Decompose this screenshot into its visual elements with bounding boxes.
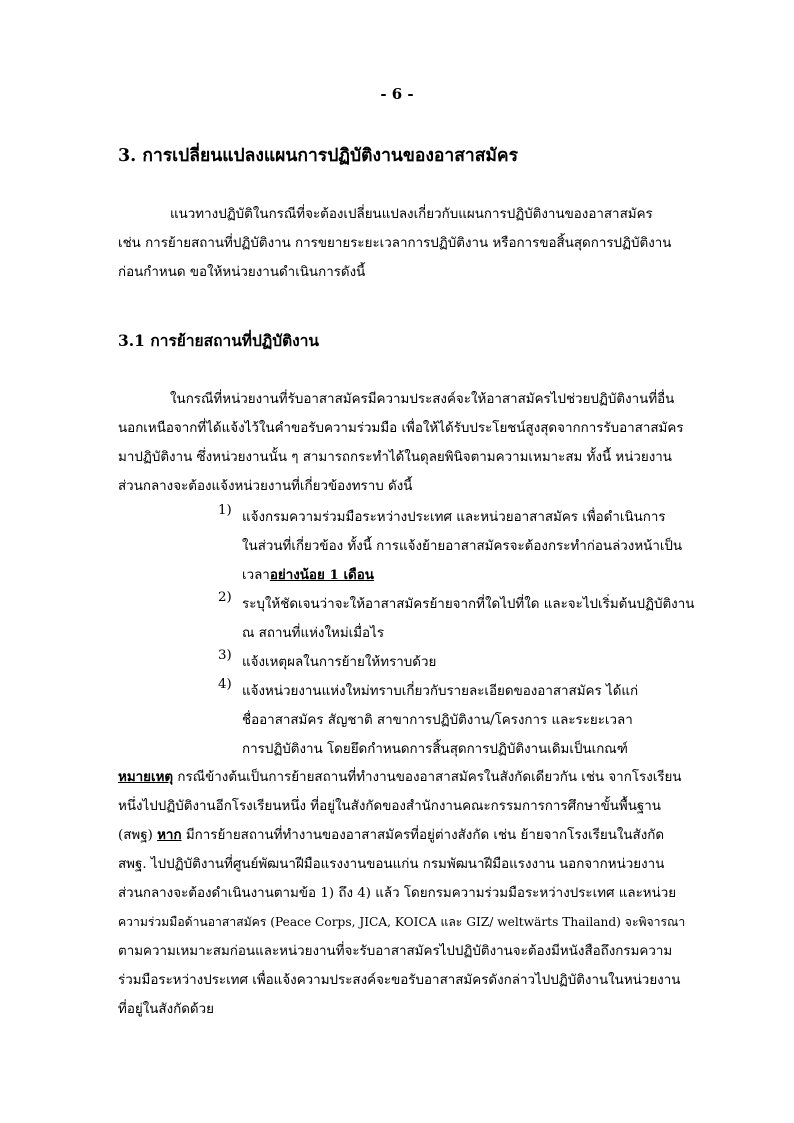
intro-line: ก่อนกำหนด ขอให้หน่วยงานดำเนินการดังนี้ bbox=[118, 265, 366, 280]
body-line: นอกเหนือจากที่ได้แจ้งไว้ในคำขอรับความร่วมมือ เพื่อให้ได้รับประโยชน์สูงสุดจากการรับอาสาสมัคร bbox=[118, 421, 684, 436]
list-item-number: 4) bbox=[218, 677, 232, 692]
note-line: ส่วนกลางจะต้องดำเนินงานตามข้อ 1) ถึง 4) แล้ว โดยกรมความร่วมมือระหว่างประเทศ และหน่วย bbox=[118, 886, 677, 901]
intro-line: เช่น การย้ายสถานที่ปฏิบัติงาน การขยายระยะเวลาการปฏิบัติงาน หรือการขอสิ้นสุดการปฏิบัติงาน bbox=[118, 236, 672, 251]
body-paragraph bbox=[118, 385, 698, 501]
list-item-text: เวลา bbox=[242, 568, 270, 583]
list-item-line: การปฏิบัติงาน โดยยึดกำหนดการสิ้นสุดการปฏิบัติงานเดิมเป็นเกณฑ์ bbox=[242, 742, 628, 757]
list-item-line: แจ้งหน่วยงานแห่งใหม่ทราบเกี่ยวกับรายละเอียดของอาสาสมัคร ได้แก่ bbox=[242, 684, 639, 699]
note-text: (สพฐ) bbox=[118, 828, 158, 843]
note-paragraph bbox=[118, 763, 698, 1024]
note-line: ความร่วมมือด้านอาสาสมัคร (Peace Corps, JICA, KOICA และ GIZ/ weltwärts Thailand) จะพิจารณา bbox=[118, 915, 686, 929]
note-line: หนึ่งไปปฏิบัติงานอีกโรงเรียนหนึ่ง ที่อยู่ในสังกัดของสำนักงานคณะกรรมการการศึกษาขั้นพื้นฐาน bbox=[118, 799, 661, 814]
numbered-list bbox=[218, 503, 718, 764]
list-item-number: 1) bbox=[218, 503, 232, 518]
body-line: มาปฏิบัติงาน ซึ่งหน่วยงานนั้น ๆ สามารถกระทำได้ในดุลยพินิจตามความเหมาะสม ทั้งนี้ หน่วยงาน bbox=[118, 450, 672, 465]
note-label: หมายเหตุ bbox=[118, 769, 174, 785]
list-item-line: ชื่ออาสาสมัคร สัญชาติ สาขาการปฏิบัติงาน/โครงการ และระยะเวลา bbox=[242, 713, 633, 728]
list-item-line: ในส่วนที่เกี่ยวข้อง ทั้งนี้ การแจ้งย้ายอาสาสมัครจะต้องกระทำก่อนล่วงหน้าเป็น bbox=[242, 539, 683, 554]
note-text: มีการย้ายสถานที่ทำงานของอาสาสมัครที่อยู่ต่างสังกัด เช่น ย้ายจากโรงเรียนในสังกัด bbox=[181, 828, 665, 843]
subsection-heading: 3.1 การย้ายสถานที่ปฏิบัติงาน bbox=[118, 331, 320, 350]
list-item bbox=[218, 503, 718, 590]
list-item bbox=[218, 590, 718, 648]
note-line: ตามความเหมาะสมก่อนและหน่วยงานที่จะรับอาสาสมัครไปปฏิบัติงานจะต้องมีหนังสือถึงกรมความ bbox=[118, 944, 673, 959]
list-item bbox=[218, 677, 718, 764]
intro-paragraph bbox=[118, 200, 698, 287]
page-number: - 6 - bbox=[380, 85, 414, 103]
body-line: ส่วนกลางจะต้องแจ้งหน่วยงานที่เกี่ยวข้องทราบ ดังนี้ bbox=[118, 479, 413, 494]
note-line: สพฐ. ไปปฏิบัติงานที่ศูนย์พัฒนาฝีมือแรงงานขอนแก่น กรมพัฒนาฝีมือแรงงาน นอกจากหน่วยงาน bbox=[118, 857, 665, 872]
list-item-number: 3) bbox=[218, 648, 232, 663]
note-line bbox=[118, 821, 698, 850]
section-heading: 3. การเปลี่ยนแปลงแผนการปฏิบัติงานของอาสาสมัคร bbox=[118, 146, 519, 166]
body-line: ในกรณีที่หน่วยงานที่รับอาสาสมัครมีความประสงค์จะให้อาสาสมัครไปช่วยปฏิบัติงานที่อื่น bbox=[170, 392, 675, 407]
list-item-line: แจ้งกรมความร่วมมือระหว่างประเทศ และหน่วยอาสาสมัคร เพื่อดำเนินการ bbox=[242, 510, 666, 525]
list-item-line: ณ สถานที่แห่งใหม่เมื่อไร bbox=[242, 626, 385, 641]
emphasis-text: อย่างน้อย 1 เดือน bbox=[269, 567, 374, 583]
note-line bbox=[118, 763, 698, 792]
note-text: กรณีข้างต้นเป็นการย้ายสถานที่ทำงานของอาสาสมัครในสังกัดเดียวกัน เช่น จากโรงเรียน bbox=[173, 770, 682, 785]
note-line: ร่วมมือระหว่างประเทศ เพื่อแจ้งความประสงค์จะขอรับอาสาสมัครดังกล่าวไปปฏิบัติงานในหน่วยงาน bbox=[118, 973, 681, 988]
intro-line: แนวทางปฏิบัติในกรณีที่จะต้องเปลี่ยนแปลงเกี่ยวกับแผนการปฏิบัติงานของอาสาสมัคร bbox=[170, 207, 653, 222]
note-line: ที่อยู่ในสังกัดด้วย bbox=[118, 1002, 214, 1017]
list-item bbox=[218, 648, 718, 677]
emphasis-text: หาก bbox=[157, 827, 182, 843]
list-item-line: ระบุให้ชัดเจนว่าจะให้อาสาสมัครย้ายจากที่ใดไปที่ใด และจะไปเริ่มต้นปฏิบัติงาน bbox=[242, 597, 695, 612]
list-item-number: 2) bbox=[218, 590, 232, 605]
list-item-line bbox=[242, 561, 718, 590]
list-item-line: แจ้งเหตุผลในการย้ายให้ทราบด้วย bbox=[242, 655, 437, 670]
